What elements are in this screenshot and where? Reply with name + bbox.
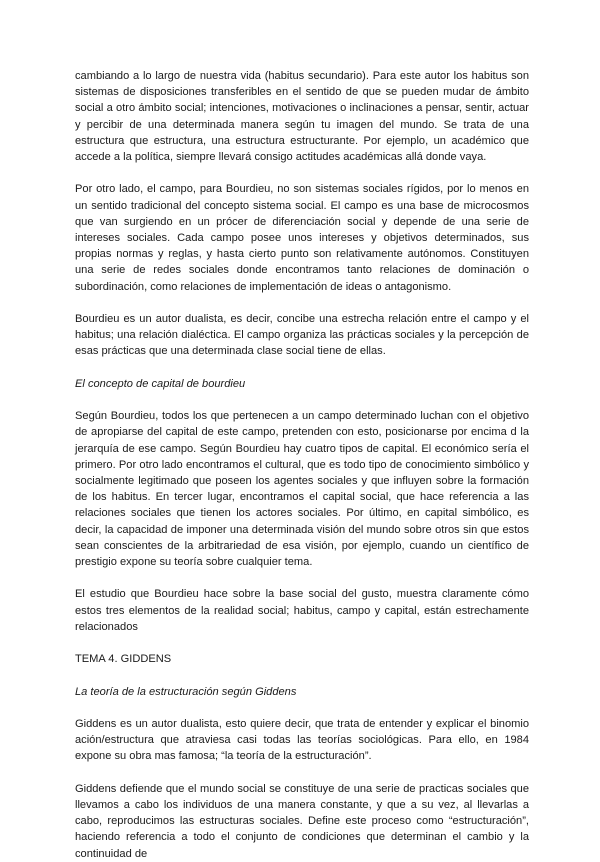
paragraph-giddens-mundo-social: Giddens defiende que el mundo social se constituye de una serie de practicas sociales que llevamos a cabo los individuos de una manera constante, y que a su vez, al llevarlas a cabo, reproducimos las estructuras sociales. Define este proceso como “estructuración”, haciendo referencia a todo el conjunto de condiciones que determinan el cambio y la continuidad de [75,782,529,860]
document-page [75,68,529,862]
section-heading-estructuracion: La teoría de la estructuración según Giddens [75,685,297,698]
paragraph-capital: Según Bourdieu, todos los que pertenecen a un campo determinado luchan con el objetivo de apropiarse del capital de este campo, pretenden con esto, posicionarse por encima d la jerarquía de ese campo. Según Bourdieu hay cuatro tipos de capital. El económico sería el primero. Por otro lado encontramos el cultural, que es todo tipo de conocimiento simbólico y socialmente legitimado que poseen los agentes sociales y que influyen sobre la formación de los habitus. En tercer lugar, encontramos el capital social, que hace referencia a las relaciones sociales que tienen los actores sociales. Por último, en capital simbólico, es decir, la capacidad de imponer una determinada visión del mundo sobre otros sin que estos sean conscientes de la arbitrariedad de esa visión, por ejemplo, cuando un científico de prestigio expone su teoría sobre cualquier tema. [75,410,529,569]
chapter-heading-giddens: TEMA 4. GIDDENS [75,653,172,666]
paragraph-dualista: Bourdieu es un autor dualista, es decir, concibe una estrecha relación entre el campo y el habitus; una relación dialéctica. El campo organiza las prácticas sociales y la percepción de esas prácticas que una determinada clase social tiene de ellas. [75,313,529,358]
paragraph-campo: Por otro lado, el campo, para Bourdieu, no son sistemas sociales rígidos, por lo menos en un sentido tradicional del concepto sistema social. El campo es una base de microcosmos que van surgiendo en un prócer de diferenciación social y depende de una serie de intereses sociales. Cada campo posee unos intereses y objetivos determinados, sus propias normas y reglas, y hasta cierto punto son relativamente autónomos. Constituyen una serie de redes sociales donde encontramos tanto relaciones de dominación o subordinación, como relaciones de implementación de ideas o antagonismo. [75,183,529,293]
paragraph-habitus: cambiando a lo largo de nuestra vida (habitus secundario). Para este autor los habitus son sistemas de disposiciones transferibles en el sentido de que se pueden mudar de ámbito social a otro ámbito social; intenciones, motivaciones o inclinaciones a pensar, sentir, actuar y percibir de una determinada manera según tu imagen del mundo. Se trata de una estructura que estructura, una estructura estructurante. Por ejemplo, un académico que accede a la política, siempre llevará consigo actitudes académicas allá donde vaya. [75,70,529,164]
paragraph-giddens-dualista: Giddens es un autor dualista, esto quiere decir, que trata de entender y explicar el binomio ación/estructura que atraviesa casi todas las teorías sociológicas. Para ello, en 1984 expone su obra mas famosa; “la teoría de la estructuración”. [75,718,529,763]
section-heading-capital: El concepto de capital de bourdieu [75,377,246,390]
paragraph-gusto: El estudio que Bourdieu hace sobre la base social del gusto, muestra claramente cómo estos tres elementos de la realidad social; habitus, campo y capital, están estrechamente relacionados [75,588,529,633]
